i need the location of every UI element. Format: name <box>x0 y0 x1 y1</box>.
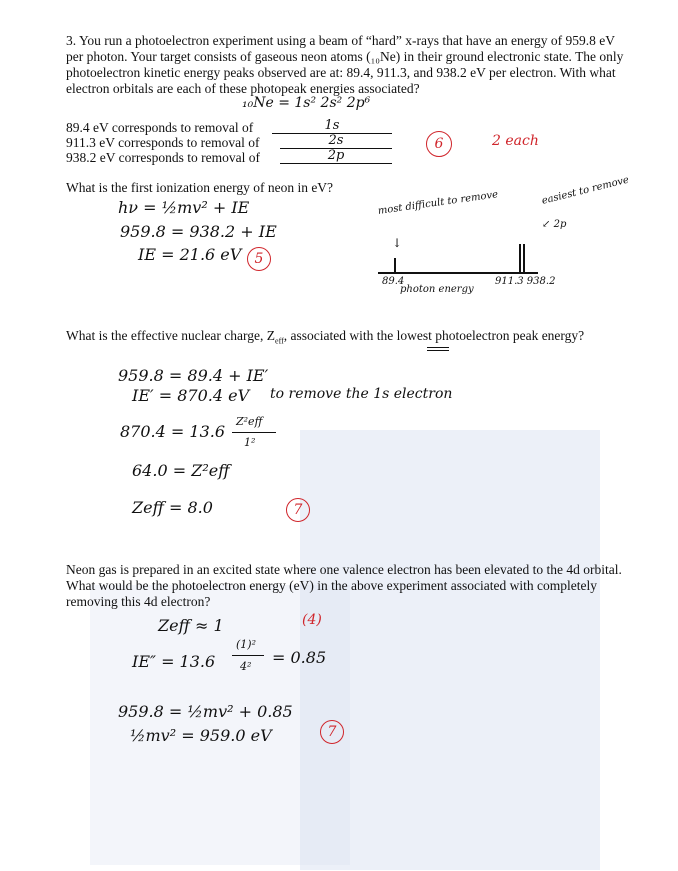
zeff-question-b: , associated with the lowest photoelectron peak energy? <box>283 328 585 343</box>
excited-work-7: ½mv² = 959.0 eV <box>130 726 272 745</box>
row-2-answer[interactable]: 2s <box>280 134 392 149</box>
zeff-fraction-bar <box>232 432 276 433</box>
score-circle-5: 5 <box>247 247 271 271</box>
question-3-intro: 3. You run a photoelectron experiment using a beam of “hard” x-rays that have an energy of 959.8 eV per photon. Your target consists of gaseous neon atoms (₁₀Ne) in their ground electronic state. The only photoelectron kinetic energy peaks observed are at: 89.4, 911.3, and 938.2 eV per electron. With what electron orbitals are each of these photopeak energies associated? <box>66 33 624 96</box>
zeff-work-2: IE′ = 870.4 eV <box>132 386 250 405</box>
arrow-down-icon: ↓ <box>392 236 403 250</box>
label-easiest: easiest to remove <box>540 174 631 207</box>
zeff-question-sub: eff <box>275 336 284 346</box>
ionization-work-2: 959.8 = 938.2 + IE <box>120 222 277 241</box>
spectrum-baseline <box>378 272 538 274</box>
score-circle-7a: 7 <box>286 498 310 522</box>
zeff-work-1: 959.8 = 89.4 + IE′ <box>118 366 269 385</box>
partial-score: (4) <box>302 612 322 628</box>
lowest-underline-2 <box>427 350 449 351</box>
lowest-underline <box>427 347 449 348</box>
zeff-work-4: 870.4 = 13.6 <box>120 422 226 441</box>
score-note: 2 each <box>492 133 539 149</box>
excited-fraction-bar <box>232 655 264 656</box>
ionization-question: What is the first ionization energy of neon in eV? <box>66 180 334 195</box>
excited-work-1: Zeff ≈ 1 <box>158 616 224 635</box>
excited-work-6: 959.8 = ½mv² + 0.85 <box>118 702 293 721</box>
zeff-work-3: to remove the 1s electron <box>270 386 453 402</box>
score-circle-7b: 7 <box>320 720 344 744</box>
spectrum-peak-1s <box>394 258 396 272</box>
zeff-work-5: Z²eff <box>236 415 263 428</box>
score-circle-6: 6 <box>426 131 452 157</box>
row-2-label: 911.3 eV corresponds to removal of <box>66 135 260 150</box>
neon-configuration: ₁₀Ne = 1s² 2s² 2p⁶ <box>242 95 371 111</box>
row-1-label: 89.4 eV corresponds to removal of <box>66 120 254 135</box>
excited-question: Neon gas is prepared in an excited state where one valence electron has been elevated to the 4d orbital. What would be the photoelectron energy (eV) in the above experiment associated with completely removing this 4d electron? <box>66 562 622 609</box>
excited-work-4: 4² <box>240 660 252 673</box>
zeff-question <box>66 328 626 350</box>
peak-label-left: 89.4 <box>382 276 405 287</box>
axis-label: photon energy <box>400 284 474 295</box>
arrow-icon: ↙ <box>542 219 551 230</box>
row-3-answer[interactable]: 2p <box>280 149 392 164</box>
spectrum-peak-2s <box>519 244 521 272</box>
excited-work-2: IE″ = 13.6 <box>132 652 216 671</box>
zeff-work-8: Zeff = 8.0 <box>132 498 213 517</box>
peak-label-right: 911.3 938.2 <box>495 276 556 287</box>
ionization-work-3: IE = 21.6 eV <box>138 245 242 264</box>
zeff-work-7: 64.0 = Z²eff <box>132 461 230 480</box>
spectrum-peak-2p <box>523 244 525 272</box>
zeff-work-6: 1² <box>244 436 256 449</box>
ionization-work-1: hν = ½mv² + IE <box>118 198 250 217</box>
row-3-label: 938.2 eV corresponds to removal of <box>66 150 260 165</box>
label-2p-text: 2p <box>553 219 567 230</box>
excited-work-3: (1)² <box>236 638 256 651</box>
label-2p <box>542 219 566 230</box>
row-1-answer[interactable]: 1s <box>272 119 392 134</box>
label-most-difficult: most difficult to remove <box>377 189 499 217</box>
excited-work-5: = 0.85 <box>272 648 327 667</box>
zeff-question-a: What is the effective nuclear charge, Z <box>66 328 276 343</box>
